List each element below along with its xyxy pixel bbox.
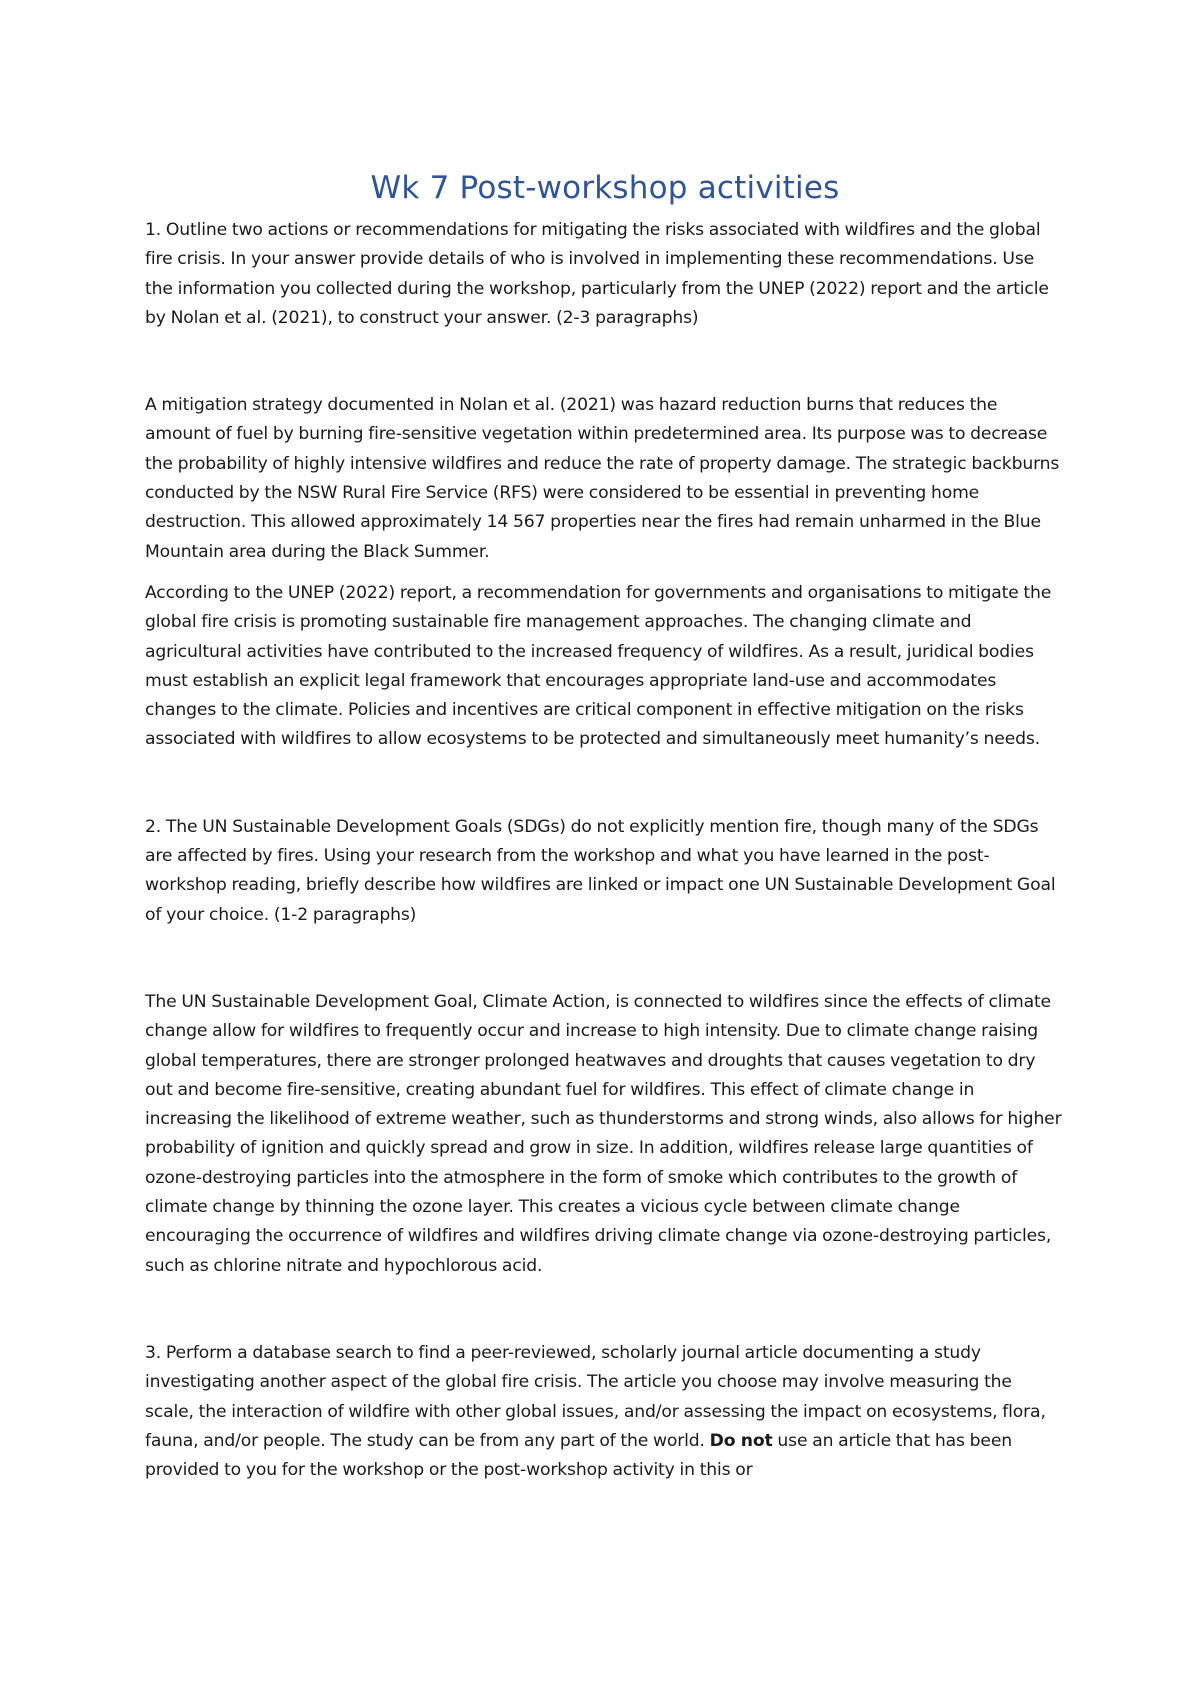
question-3 bbox=[145, 1339, 1065, 1485]
question-2: 2. The UN Sustainable Development Goals (SDGs) do not explicitly mention fire, though many of the SDGs are affected by fires. Using your research from the workshop and what you have learned in the post-workshop reading, briefly describe how wildfires are linked or impact one UN Sustainable Development Goal of your choice. (1-2 paragraphs) bbox=[145, 816, 1056, 925]
answer-1-paragraph-2: According to the UNEP (2022) report, a recommendation for governments and organisations to mitigate the global fire crisis is promoting sustainable fire management approaches. The changing climate and agricultural activities have contributed to the increased frequency of wildfires. As a result, juridical bodies must establish an explicit legal framework that encourages appropriate land-use and accommodates changes to the climate. Policies and incentives are critical component in effective mitigation on the risks associated with wildfires to allow ecosystems to be protected and simultaneously meet humanity’s needs. bbox=[145, 582, 1052, 750]
answer-1-paragraph-1: A mitigation strategy documented in Nolan et al. (2021) was hazard reduction burns that reduces the amount of fuel by burning fire-sensitive vegetation within predetermined area. Its purpose was to decrease the probability of highly intensive wildfires and reduce the rate of property damage. The strategic backburns conducted by the NSW Rural Fire Service (RFS) were considered to be essential in preventing home destruction. This allowed approximately 14 567 properties near the fires had remain unharmed in the Blue Mountain area during the Black Summer. bbox=[145, 395, 1060, 562]
question-1: 1. Outline two actions or recommendations for mitigating the risks associated with wildfires and the global fire crisis. In your answer provide details of who is involved in implementing these recommendations. Use the information you collected during the workshop, particularly from the UNEP (2022) report and the article by Nolan et al. (2021), to construct your answer. (2-3 paragraphs) bbox=[145, 220, 1049, 328]
document-body bbox=[145, 168, 1065, 1485]
question-3-text-end: use an article that has been provided to you for the workshop or the post-workshop activity in this or bbox=[145, 1430, 1013, 1481]
question-3-emphasis: Do not bbox=[709, 1430, 773, 1451]
question-3-text-start: 3. Perform a database search to find a peer-reviewed, scholarly journal article documenting a study investigating another aspect of the global fire crisis. The article you choose may involve measuring the scale, the interaction of wildfire with other global issues, and/or assessing the impact on ecosystems, flora, fauna, and/or people. The study can be from any part of the world. bbox=[145, 1342, 1046, 1451]
page-title: Wk 7 Post-workshop activities bbox=[370, 170, 840, 206]
answer-2-paragraph: The UN Sustainable Development Goal, Climate Action, is connected to wildfires since the effects of climate change allow for wildfires to frequently occur and increase to high intensity. Due to climate change raising global temperatures, there are stronger prolonged heatwaves and droughts that causes vegetation to dry out and become fire-sensitive, creating abundant fuel for wildfires. This effect of climate change in increasing the likelihood of extreme weather, such as thunderstorms and strong winds, also allows for higher probability of ignition and quickly spread and grow in size. In addition, wildfires release large quantities of ozone-destroying particles into the atmosphere in the form of smoke which contributes to the growth of climate change by thinning the ozone layer. This creates a vicious cycle between climate change encouraging the occurrence of wildfires and wildfires driving climate change via ozone-destroying particles, such as chlorine nitrate and hypochlorous acid. bbox=[145, 991, 1062, 1276]
